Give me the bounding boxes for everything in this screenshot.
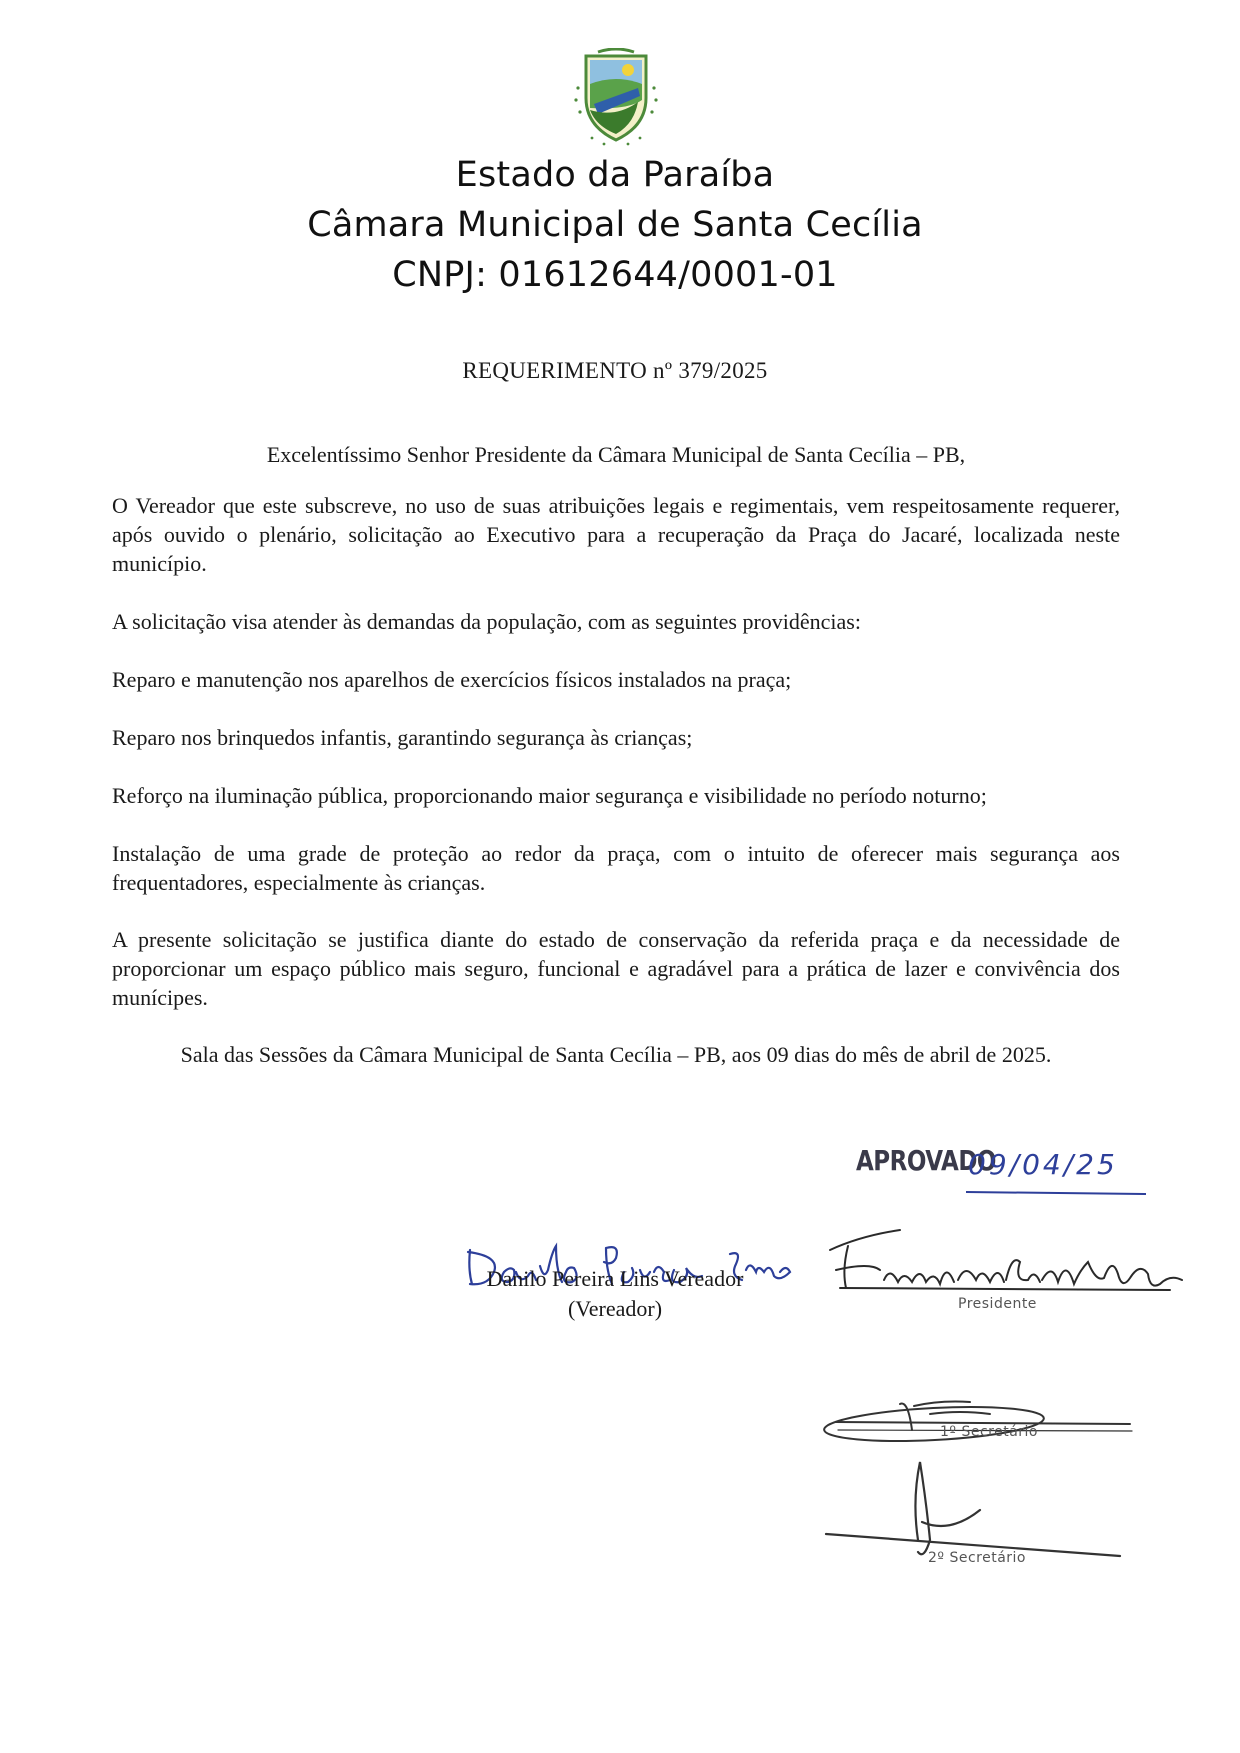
president-signature-icon bbox=[830, 1230, 1182, 1290]
approved-stamp: APROVADO bbox=[856, 1146, 996, 1178]
second-secretary-signature-icon bbox=[826, 1462, 1120, 1556]
document-title: REQUERIMENTO nº 379/2025 bbox=[462, 358, 768, 383]
second-secretary-label: 2º Secretário bbox=[928, 1550, 1026, 1566]
paragraph-item-lighting: Reforço na iluminação pública, proporcionando maior segurança e visibilidade no período noturno; bbox=[112, 783, 987, 808]
paragraph-item-exercise: Reparo e manutenção nos aparelhos de exercícios físicos instalados na praça; bbox=[112, 667, 792, 692]
signer-name: Danilo Pereira Lins Vereador bbox=[486, 1266, 744, 1291]
salutation: Excelentíssimo Senhor Presidente da Câmara Municipal de Santa Cecília – PB, bbox=[266, 442, 966, 467]
signer-role: (Vereador) bbox=[567, 1296, 663, 1321]
paragraph-item-toys: Reparo nos brinquedos infantis, garantindo segurança às crianças; bbox=[112, 725, 693, 750]
approved-date: 09/04/25 bbox=[968, 1148, 1118, 1181]
paragraph-item-fence: Instalação de uma grade de proteção ao redor da praça, com o intuito de oferecer mais segurança aos frequentadores, especialmente às crianças. bbox=[112, 841, 1120, 895]
paragraph-request: O Vereador que este subscreve, no uso de suas atribuições legais e regimentais, vem respeitosamente requerer, após ouvido o plenário, solicitação ao Executivo para a recuperação da Praça do Jacaré, localizada neste município. bbox=[112, 493, 1120, 576]
paragraph-justification: A presente solicitação se justifica diante do estado de conservação da referida praça e da necessidade de proporcionar um espaço público mais seguro, funcional e agradável para a prática de lazer e convivência dos munícipes. bbox=[112, 927, 1120, 1010]
cnpj-number: CNPJ: 01612644/0001-01 bbox=[392, 255, 838, 295]
chamber-name: Câmara Municipal de Santa Cecília bbox=[307, 205, 923, 245]
approval-date-underline bbox=[966, 1192, 1146, 1194]
signer-block bbox=[420, 1264, 810, 1324]
closing-line: Sala das Sessões da Câmara Municipal de Santa Cecília – PB, aos 09 dias do mês de abril de 2025. bbox=[180, 1042, 1052, 1067]
first-secretary-label: 1º Secretário bbox=[940, 1424, 1038, 1440]
state-name: Estado da Paraíba bbox=[455, 155, 775, 195]
president-label: Presidente bbox=[958, 1296, 1037, 1312]
paragraph-purpose: A solicitação visa atender às demandas da população, com as seguintes providências: bbox=[112, 609, 861, 634]
